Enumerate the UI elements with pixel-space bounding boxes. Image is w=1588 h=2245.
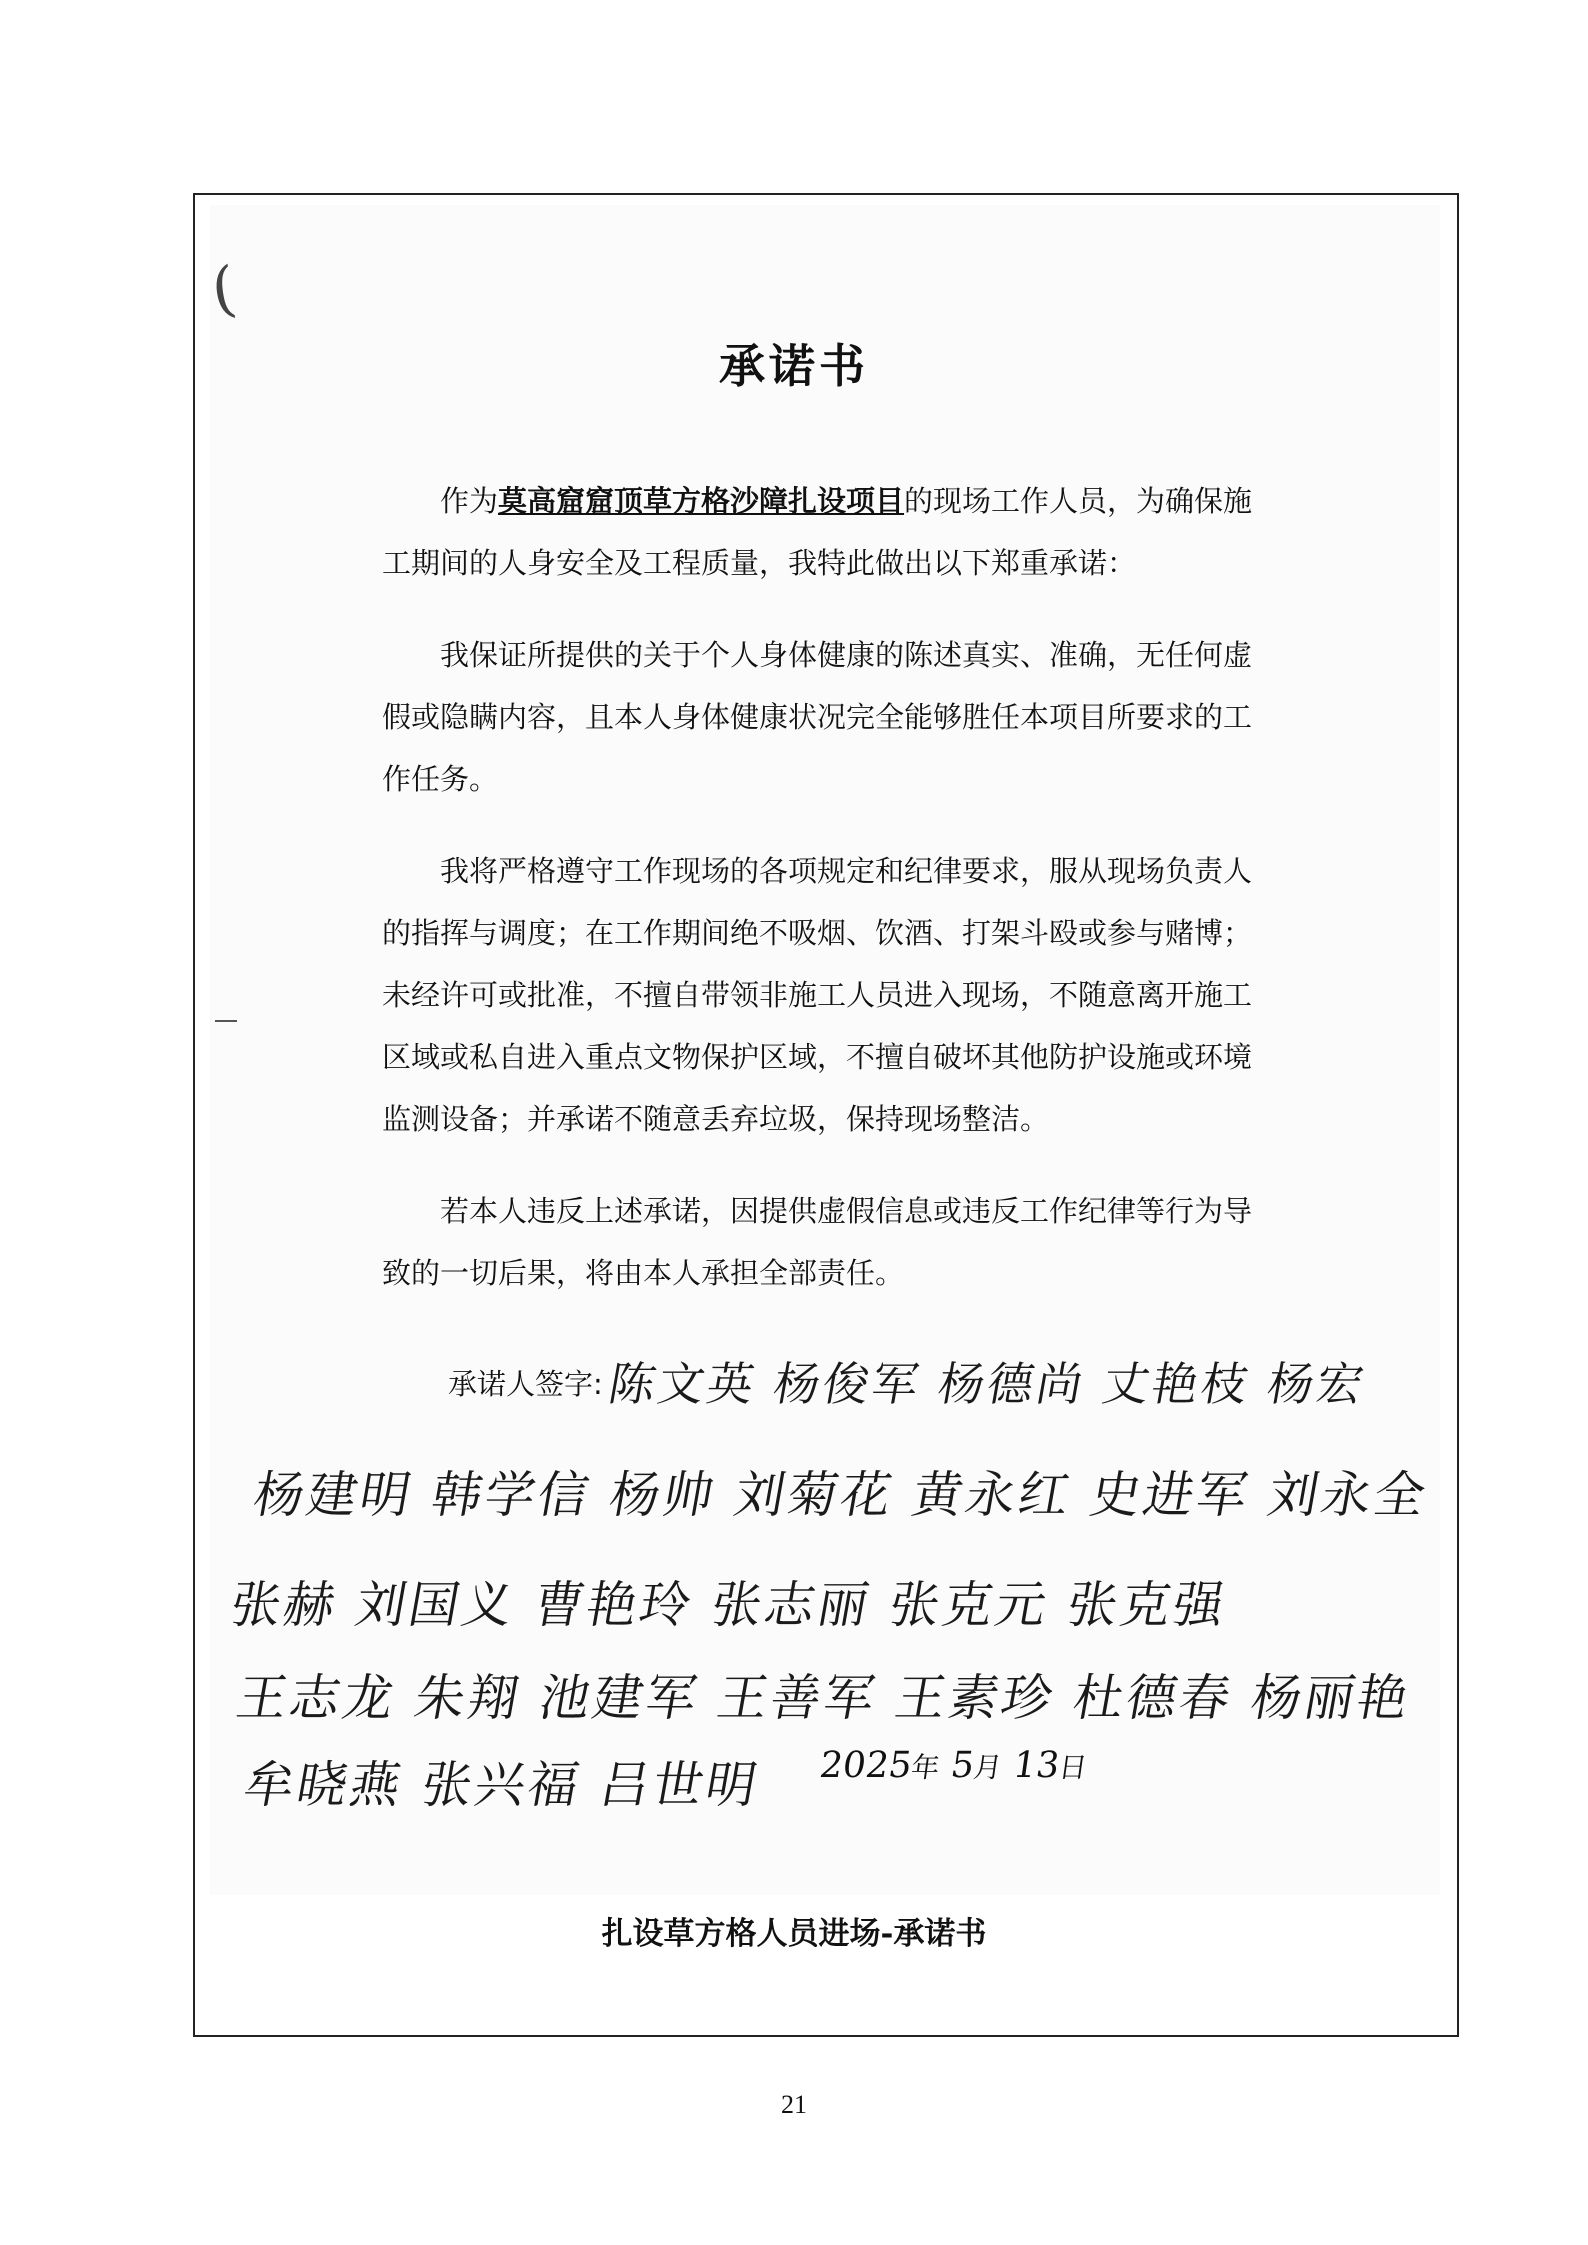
date-month-unit: 月 <box>971 1751 1005 1784</box>
date-day-unit: 日 <box>1056 1751 1090 1784</box>
intro-paragraph <box>382 470 1262 594</box>
scan-dash-mark <box>215 1020 237 1022</box>
signature-line: 杨建明 韩学信 杨帅 刘菊花 黄永红 史进军 刘永全 <box>249 1466 1433 1524</box>
date-month: 5 <box>948 1745 977 1786</box>
date-day: 13 <box>1010 1745 1063 1786</box>
signature-line: 牟晓燕 张兴福 吕世明 <box>239 1756 765 1814</box>
signature-line: 王志龙 朱翔 池建军 王善军 王素珍 杜德春 杨丽艳 <box>232 1669 1416 1727</box>
figure-caption: 扎设草方格人员进场-承诺书 <box>601 1916 987 1952</box>
signature-date <box>817 1745 1090 1786</box>
intro-prefix: 作为 <box>440 484 499 518</box>
date-year-unit: 年 <box>909 1751 942 1784</box>
page-number: 21 <box>781 2090 807 2119</box>
date-year: 2025 <box>817 1745 915 1786</box>
signature-label: 承诺人签字: <box>448 1367 603 1401</box>
scan-pen-mark: ( <box>207 253 241 327</box>
signature-line: 陈文英 杨俊军 杨德尚 丈艳枝 杨宏 <box>604 1357 1371 1411</box>
document-body <box>382 470 1262 1304</box>
project-name: 莫高窟窟顶草方格沙障扎设项目 <box>498 484 905 518</box>
signature-line: 张赫 刘国义 曹艳玲 张志丽 张克元 张克强 <box>226 1576 1232 1634</box>
commitment-paragraph-3: 若本人违反上述承诺，因提供虚假信息或违反工作纪律等行为导致的一切后果，将由本人承担全部责任。 <box>382 1194 1253 1290</box>
intro-suffix: 的现场工作人员，为确保施工期间的人身安全及工程质量，我特此做出以下郑重承诺： <box>382 484 1253 580</box>
commitment-paragraph-2: 我将严格遵守工作现场的各项规定和纪律要求，服从现场负责人的指挥与调度；在工作期间绝不吸烟、饮酒、打架斗殴或参与赌博；未经许可或批准，不擅自带领非施工人员进入现场，不随意离开施工区域或私自进入重点文物保护区域，不擅自破坏其他防护设施或环境监测设备；并承诺不随意丢弃垃圾，保持现场整洁。 <box>382 854 1253 1136</box>
commitment-paragraph-1: 我保证所提供的关于个人身体健康的陈述真实、准确，无任何虚假或隐瞒内容，且本人身体健康状况完全能够胜任本项目所要求的工作任务。 <box>382 638 1253 796</box>
document-title: 承诺书 <box>719 339 869 393</box>
